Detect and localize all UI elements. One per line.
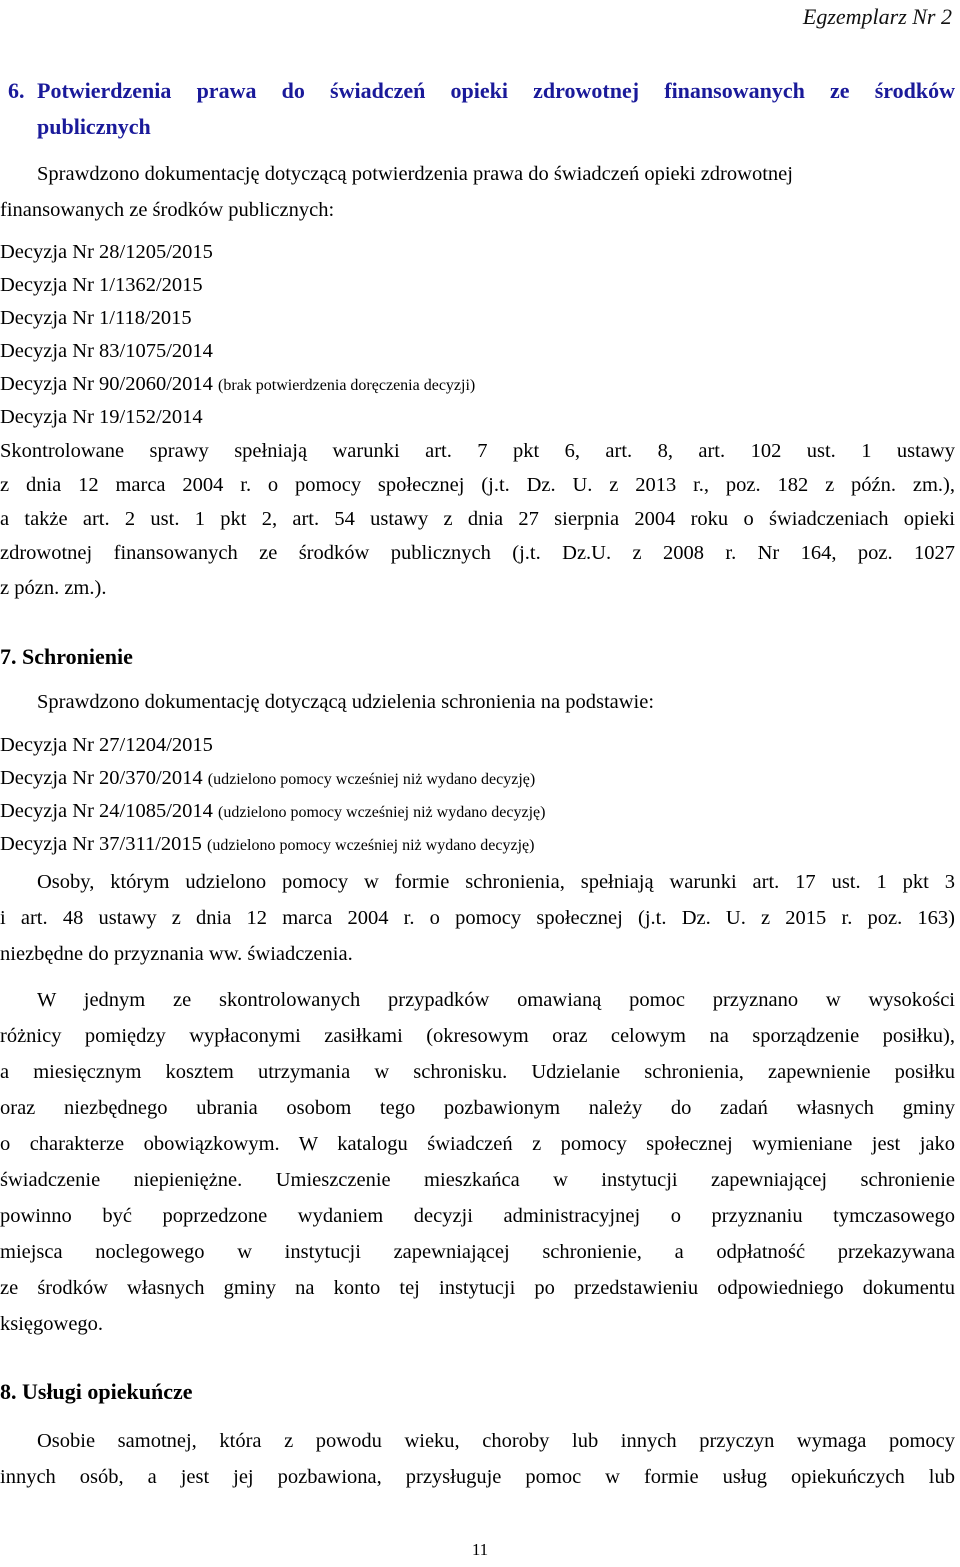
decision-item: Decyzja Nr 20/370/2014 (udzielono pomocy wcześniej niż wydano decyzję) [0,767,536,789]
decision-item: Decyzja Nr 83/1075/2014 [0,340,213,362]
persons-line: niezbędne do przyznania ww. świadczenia. [0,943,353,965]
decision-item: Decyzja Nr 37/311/2015 (udzielono pomocy wcześniej niż wydano decyzję) [0,833,535,855]
section-8-title: 8. Usługi opiekuńcze [0,1379,193,1404]
conclusion-line: z dnia 12 marca 2004 r. o pomocy społecznej (j.t. Dz. U. z 2013 r., poz. 182 z późn. zm.), [0,474,955,496]
page-number: 11 [471,1540,489,1559]
section-6-title-line1: Potwierdzenia prawa do świadczeń opieki zdrowotnej finansowanych ze środków [37,79,955,103]
section-6-intro-line1: Sprawdzono dokumentację dotyczącą potwierdzenia prawa do świadczeń opieki zdrowotnej [37,163,793,185]
copy-label: Egzemplarz Nr 2 [802,4,952,29]
decision-item: Decyzja Nr 28/1205/2015 [0,241,213,263]
decision-item: Decyzja Nr 90/2060/2014 (brak potwierdzenia doręczenia decyzji) [0,373,476,395]
finding-line: a miesięcznym kosztem utrzymania w schronisku. Udzielanie schronienia, zapewnienie posiłku [0,1061,955,1083]
conclusion-line: Skontrolowane sprawy spełniają warunki art. 7 pkt 6, art. 8, art. 102 ust. 1 ustawy [0,440,955,462]
finding-line: miejsca noclegowego w instytucji zapewniającej schronienie, a odpłatność przekazywana [0,1241,955,1263]
section-6-number: 6. [8,78,25,103]
finding-line: W jednym ze skontrolowanych przypadków omawianą pomoc przyznano w wysokości [37,989,955,1011]
section-6-intro-line2: finansowanych ze środków publicznych: [0,199,335,221]
finding-line: o charakterze obowiązkowym. W katalogu świadczeń z pomocy społecznej wymieniane jest jako [0,1133,955,1155]
section-8-line: Osobie samotnej, która z powodu wieku, choroby lub innych przyczyn wymaga pomocy [37,1430,955,1452]
conclusion-line: z pózn. zm.). [0,577,107,599]
decision-item: Decyzja Nr 1/1362/2015 [0,274,203,296]
decision-note: (brak potwierdzenia doręczenia decyzji) [218,377,476,394]
decision-note: (udzielono pomocy wcześniej niż wydano decyzję) [218,804,546,821]
section-8-line: innych osób, a jest jej pozbawiona, przysługuje pomoc w formie usług opiekuńczych lub [0,1466,955,1488]
persons-line: i art. 48 ustawy z dnia 12 marca 2004 r. o pomocy społecznej (j.t. Dz. U. z 2015 r. poz. 163) [0,907,955,929]
decision-item: Decyzja Nr 1/118/2015 [0,307,192,329]
decision-item: Decyzja Nr 19/152/2014 [0,406,203,428]
decision-item: Decyzja Nr 24/1085/2014 (udzielono pomocy wcześniej niż wydano decyzję) [0,800,546,822]
decision-note: (udzielono pomocy wcześniej niż wydano decyzję) [207,771,536,788]
finding-line: świadczenie niepieniężne. Umieszczenie mieszkańca w instytucji zapewniającej schronienie [0,1169,955,1191]
decision-note: (udzielono pomocy wcześniej niż wydano decyzję) [207,837,535,854]
finding-line: powinno być poprzedzone wydaniem decyzji administracyjnej o przyznaniu tymczasowego [0,1205,955,1227]
persons-line: Osoby, którym udzielono pomocy w formie schronienia, spełniają warunki art. 17 ust. 1 pkt 3 [37,871,955,893]
finding-line: oraz niezbędnego ubrania osobom tego pozbawionym należy do zadań własnych gminy [0,1097,955,1119]
decision-item: Decyzja Nr 27/1204/2015 [0,734,213,756]
conclusion-line: a także art. 2 ust. 1 pkt 2, art. 54 ustawy z dnia 27 sierpnia 2004 roku o świadczeniach opieki [0,508,955,530]
conclusion-line: zdrowotnej finansowanych ze środków publicznych (j.t. Dz.U. z 2008 r. Nr 164, poz. 1027 [0,542,955,564]
section-6-title-line2: publicznych [37,114,151,139]
section-7-intro: Sprawdzono dokumentację dotyczącą udzielenia schronienia na podstawie: [37,691,655,713]
finding-line: księgowego. [0,1313,104,1335]
section-7-title: 7. Schronienie [0,644,133,669]
finding-line: ze środków własnych gminy na konto tej instytucji po przedstawieniu odpowiedniego dokumentu [0,1277,955,1299]
finding-line: różnicy pomiędzy wypłaconymi zasiłkami (okresowym oraz celowym na sporządzenie posiłku), [0,1025,955,1047]
